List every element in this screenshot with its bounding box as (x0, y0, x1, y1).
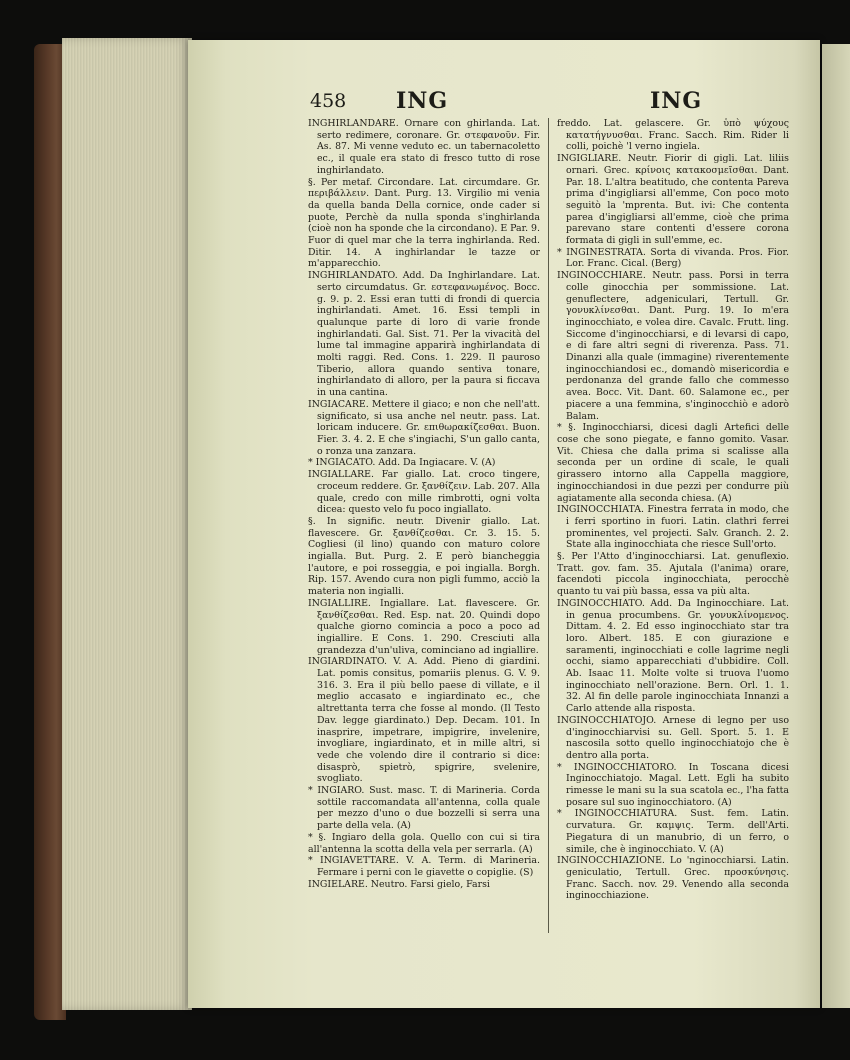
dictionary-entry: INGINOCCHIAZIONE. Lo 'nginocchiarsi. Latin. geniculatio, Tertull. Grec. προσκύνησις. Franc. Sacch. nov. 29. Venendo alla seconda inginocchiazione. (557, 855, 789, 902)
guide-word-right: ING (650, 88, 703, 114)
dictionary-entry: * INGIARO. Sust. masc. T. di Marineria. Corda sottile raccomandata all'antenna, colla quale per mezzo d'uno o due bozzelli si serra una parte della vela. (A) (308, 785, 540, 832)
page-number: 458 (310, 90, 347, 112)
next-page-edge (822, 44, 850, 1008)
dictionary-entry: freddo. Lat. gelascere. Gr. ὑπὸ ψύχους κατατήγνυσθαι. Franc. Sacch. Rim. Rider li colli, poichè 'l verno ingiela. (557, 118, 789, 153)
right-column (557, 118, 789, 938)
left-column (308, 118, 540, 938)
column-rule (548, 118, 549, 933)
dictionary-entry: INGINOCCHIARE. Neutr. pass. Porsi in terra colle ginocchia per sommissione. Lat. genuflectere, adgeniculari, Tertull. Gr. γονυκλίνεσθαι. Dant. Purg. 19. Io m'era inginocchiato, e volea dire. Cavalc. Frutt. ling. Siccome d'inginocchiarsi, e di levarsi di capo, e di fare altri segni di riverenza. Pass. 71. Dinanzi alla quale (immagine) riverentemente inginocchiandosi ec., domandò misericordia e perdonanza del grande fallo che commesso avea. Bocc. Vit. Dant. 60. Salamone ec., per piacere a una femmina, s'inginocchiò e adorò Balam. (557, 270, 789, 422)
guide-word-left: ING (396, 88, 449, 114)
dictionary-entry: * INGINOCCHIATURA. Sust. fem. Latin. curvatura. Gr. καμψις. Term. dell'Arti. Piegatura di un manubrio, di un ferro, o simile, che è inginocchiato. V. (A) (557, 808, 789, 855)
dictionary-entry: INGINOCCHIATO. Add. Da Inginocchiare. Lat. in genua procumbens. Gr. γονυκλίνομενος. Dittam. 4. 2. Ed esso inginocchiato star tra loro. Albert. 185. E con giurazione e saramenti, inginocchiati e colle lagrime negli occhi, siamo apparecchiati d'ubbidire. Coll. Ab. Isaac 11. Molte volte si truova l'uomo inginocchiato nell'orazione. Bern. Orl. 1. 1. 32. Al fin delle parole inginocchiata Innanzi a Carlo attende alla risposta. (557, 597, 789, 715)
dictionary-entry: INGIACARE. Mettere il giaco; e non che nell'att. significato, si usa anche nel neutr. pass. Lat. loricam inducere. Gr. επιθωρακίζεσθαι. Buon. Fier. 3. 4. 2. E che s'ingiachi, S'un gallo canta, o ronza una zanzara. (308, 398, 540, 457)
dictionary-entry: INGIALLARE. Far giallo. Lat. croco tingere, croceum reddere. Gr. ξανθίζειν. Lab. 207. Alla quale, credo con mille rimbrotti, ogni volta dicea: questo velo fu poco ingiallato. (308, 469, 540, 516)
dictionary-entry: §. Per metaf. Circondare. Lat. circumdare. Gr. περιβάλλειν. Dant. Purg. 13. Virgilio mi venia da quella banda Della cornice, onde cader si puote, Perchè da nulla sponda s'inghirlanda (cioè non ha sponde che la circondano). E Par. 9. Fuor di quel mar che la terra inghirlanda. Red. Ditir. 14. A inghirlandar le tazze or m'apparecchio. (308, 176, 540, 270)
dictionary-entry: * §. Inginocchiarsi, dicesi dagli Artefici delle cose che sono piegate, e fanno gomito. Vasar. Vit. Chiesa che dalla prima si scalisse alla seconda per un ordine di scale, le quali girassero intorno alla Cappella maggiore, inginocchiandosi in due pezzi per condurre più agiatamente alla seconda chiesa. (A) (557, 422, 789, 504)
dictionary-entry: * INGIAVETTARE. V. A. Term. di Marineria. Fermare i perni con le giavette o copiglie. (S) (308, 855, 540, 878)
dictionary-entry: * INGIACATO. Add. Da Ingiacare. V. (A) (308, 457, 496, 469)
dictionary-entry: INGIARDINATO. V. A. Add. Pieno di giardini. Lat. pomis consitus, pomariis plenus. G. V. 9. 316. 3. Era il più bello paese di villate, e il meglio accasato e ingiardinato ec., che altrettanta terra che fosse al mondo. (Il Testo Dav. legge giardinato.) Dep. Decam. 101. In inasprire, impetrare, impigrire, invelenire, invogliare, ingiardinato, et in mille altri, si vede che volendo dire il contrario si dice: disasprò, spietrò, spigrire, svelenire, svogliato. (308, 656, 540, 785)
dictionary-entry: * INGINESTRATA. Sorta di vivanda. Pros. Fior. Lor. Franc. Cical. (Berg) (557, 246, 789, 270)
dictionary-entry: INGIGLIARE. Neutr. Fiorir di gigli. Lat. liliis ornari. Grec. κρίνοις κατακοσμεῖσθαι. Dant. Par. 18. L'altra beatitudo, che contenta Pareva prima d'ingigliarsi all'emme, Con poco moto seguitò la 'mprenta. But. ivi: Che contenta parea d'ingigliarsi all'emme, cioè che prima parevano stare contenti d'essere corona formata di gigli in sull'emme, ec. (557, 153, 789, 247)
dictionary-entry: INGINOCCHIATOJO. Arnese di legno per uso d'inginocchiarvisi su. Gell. Sport. 5. 1. E nascosila sotto quello inginocchiatojo che è dentro alla porta. (557, 714, 789, 761)
dictionary-entry: INGINOCCHIATA. Finestra ferrata in modo, che i ferri sportino in fuori. Latin. clathri ferrei prominentes, vel projecti. Salv. Granch. 2. 2. State alla inginocchiata che riesce Sull'orto. (557, 504, 789, 551)
page-edges (62, 38, 192, 1010)
dictionary-entry: INGIALLIRE. Ingiallare. Lat. flavescere. Gr. ξανθίζεσθαι. Red. Esp. nat. 20. Quindi dopo qualche giorno comincia a poco a poco ad ingiallire. E Cons. 1. 290. Cresciuti alla grandezza d'un'uliva, cominciano ad ingiallire. (308, 597, 540, 656)
dictionary-entry: INGHIRLANDATO. Add. Da Inghirlandare. Lat. serto circumdatus. Gr. εστεφανωμένος. Bocc. g. 9. p. 2. Essi eran tutti di frondi di quercia inghirlandati. Amet. 16. Essi templi in qualunque parte di loro di varie fronde inghirlandati. Gal. Sist. 71. Per la vivacità del lume tal immagine apparirà inghirlandata di molti raggi. Red. Cons. 1. 229. Il pauroso Tiberio, allora quando sentiva tonare, inghirlandato di alloro, per la paura si ficcava in una cantina. (308, 270, 540, 399)
page-header (310, 88, 703, 118)
dictionary-entry: §. Per l'Atto d'inginocchiarsi. Lat. genuflexio. Tratt. gov. fam. 35. Ajutala (l'anima) orare, facendoti piccola inginocchiata, perocchè quanto tu vai più bassa, essa va più alta. (557, 551, 789, 598)
dictionary-entry: * INGINOCCHIATORO. In Toscana dicesi Inginocchiatojo. Magal. Lett. Egli ha subito rimesse le mani su la sua scatola ec., l'ha fatta posare sul suo inginocchiatoro. (A) (557, 761, 789, 808)
dictionary-entry: §. In signific. neutr. Divenir giallo. Lat. flavescere. Gr. ξανθίζεσθαι. Cr. 3. 15. 5. Cogliesi (il lino) quando con maturo colore ingialla. But. Purg. 2. E però biancheggia l'autore, e poi rosseggia, e poi ingialla. Borgh. Rip. 157. Avendo cura non pigli fummo, acciò la materia non ingialli. (308, 515, 540, 598)
dictionary-entry: INGIELARE. Neutro. Farsi gielo, Farsi (308, 878, 490, 890)
dictionary-entry: INGHIRLANDARE. Ornare con ghirlanda. Lat. serto redimere, coronare. Gr. στεφανοῦν. Fir. As. 87. Mi venne veduto ec. un tabernacoletto ec., il quale era stato di fresco tutto di rose inghirlandato. (308, 118, 540, 176)
dictionary-entry: * §. Ingiaro della gola. Quello con cui si tira all'antenna la scotta della vela per serrarla. (A) (308, 831, 540, 855)
